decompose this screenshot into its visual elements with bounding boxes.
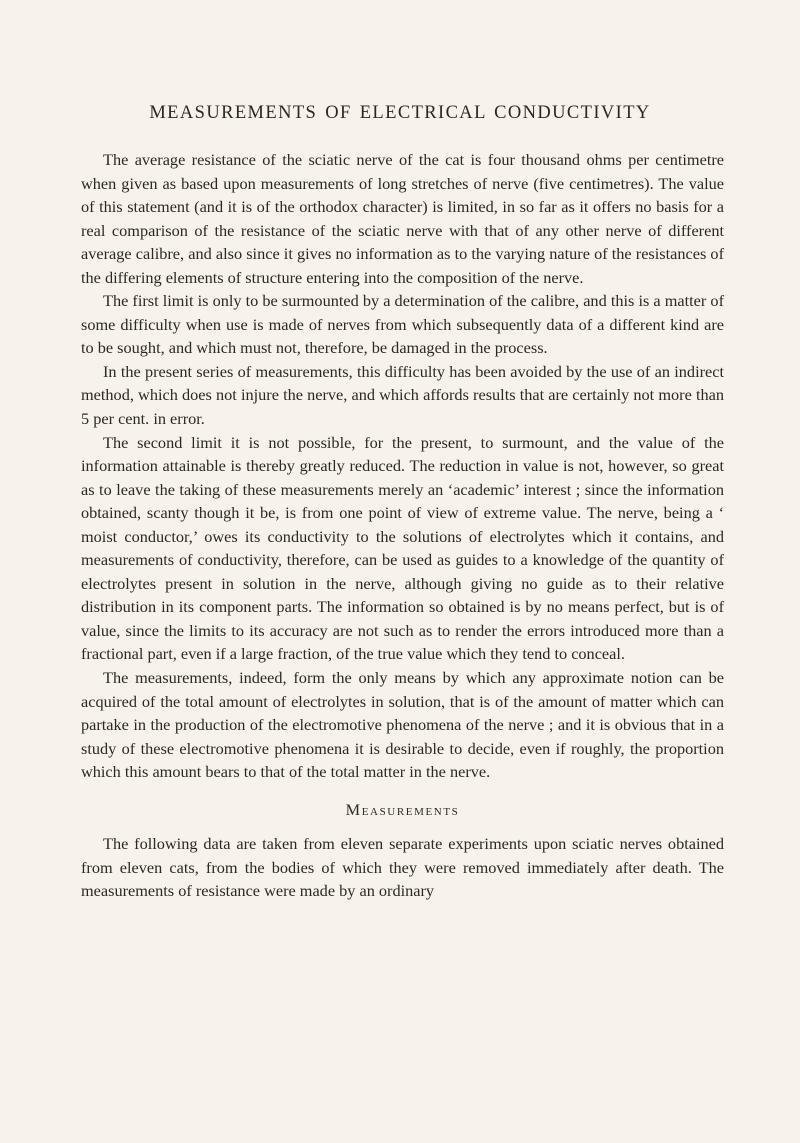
paragraph-average-resistance: The average resistance of the sciatic nerve of the cat is four thousand ohms per centimetre when given as based upon measurements of long stretches of nerve (five centimetres). The value of this statement (and it is of the orthodox character) is limited, in so far as it offers no basis for a real comparison of the resistance of the sciatic nerve with that of any other nerve of different average calibre, and also since it gives no information as to the varying nature of the resistances of the differing elements of structure entering into the composition of the nerve. bbox=[81, 150, 724, 287]
paragraph-indirect-method: In the present series of measurements, this difficulty has been avoided by the use of an indirect method, which does not injure the nerve, and which affords results that are certainly not more than 5 per cent. in error. bbox=[81, 361, 724, 429]
paragraph-total-electrolytes: The measurements, indeed, form the only means by which any approximate notion can be acquired of the total amount of electrolytes in solution, that is of the amount of matter which can partake in the production of the electromotive phenomena of the nerve ; and it is obvious that in a study of these electromotive phenomena it is desirable to decide, even if roughly, the proportion which this amount bears to that of the total matter in the nerve. bbox=[81, 668, 724, 782]
paragraph-second-limit: The second limit it is not possible, for the present, to surmount, and the value of the information attainable is thereby greatly reduced. The reduction in value is not, however, so great as to leave the taking of these measurements merely an ‘academic’ interest ; since the information obtained, scanty though it be, is from one point of view of extreme value. The nerve, being a ‘ moist conductor,’ owes its conductivity to the solutions of electrolytes which it contains, and measurements of conductivity, therefore, can be used as guides to a knowledge of the quantity of electrolytes present in solution in the nerve, although giving no guide as to their relative distribution in its component parts. The information so obtained is by no means perfect, but is of value, since the limits to its accuracy are not such as to render the errors introduced more than a fractional part, even if a large fraction, of the true value which they tend to conceal. bbox=[81, 432, 724, 664]
section-heading-measurements: Measurements bbox=[345, 799, 460, 819]
body-text bbox=[81, 148, 724, 903]
running-head: MEASUREMENTS OF ELECTRICAL CONDUCTIVITY bbox=[149, 103, 651, 123]
paragraph-following-data: The following data are taken from eleven separate experiments upon sciatic nerves obtained from eleven cats, from the bodies of which they were removed immediately after death. The measurements of resistance were made by an ordinary bbox=[81, 834, 724, 901]
paragraph-first-limit: The first limit is only to be surmounted by a determination of the calibre, and this is a matter of some difficulty when use is made of nerves from which subsequently data of a different kind are to be sought, and which must not, therefore, be damaged in the process. bbox=[81, 291, 724, 358]
